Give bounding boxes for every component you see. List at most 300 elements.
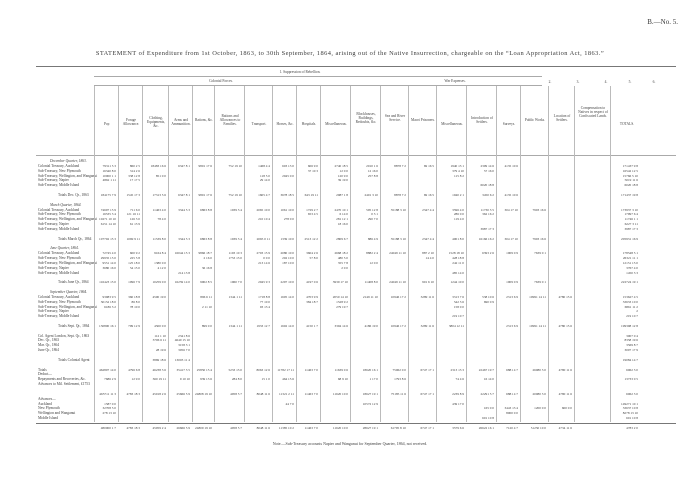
table-cell: 9902 8 5	[200, 280, 212, 285]
table-cell: 2080 10 0	[280, 251, 294, 256]
row-label: Totals Sept. Qr., 1864	[58, 323, 90, 328]
table-cell: 1909 0 9	[506, 280, 518, 285]
table-cell: 93983 9 5	[102, 294, 116, 299]
table-cell: 1244 10 0	[450, 280, 464, 285]
col-header-surveys: Surveys.	[502, 122, 516, 126]
row-label: Mar. Qr., 1864	[38, 343, 60, 348]
table-cell: 8278 13 10	[622, 411, 638, 416]
header-rule	[94, 76, 542, 77]
table-cell: 74 4 6	[455, 377, 464, 382]
table-cell: 8358 19 6	[624, 338, 638, 343]
table-cell: 4640 15 10	[174, 338, 190, 343]
col-header-compensation: Compensation to Natives in respect of Confiscated Lands.	[578, 106, 608, 119]
table-cell: 752 19 10	[228, 163, 242, 168]
row-label: Sub-Treasury, Middle Island	[38, 226, 80, 231]
table-cell: 22467 19 7	[478, 367, 494, 372]
table-cell: 61795 8 10	[390, 425, 406, 430]
table-cell: 121 16 11	[126, 212, 140, 217]
table-cell: 9 10 10	[179, 377, 190, 382]
table-cell: 8048 11 6	[256, 391, 270, 396]
table-cell: 304 17 10	[504, 236, 518, 241]
table-cell: 4796 6 8	[128, 367, 140, 372]
table-cell: 153627 4 5	[622, 294, 638, 299]
table-cell: 24808 19 10	[195, 391, 212, 396]
table-cell: 3987 17 3	[480, 226, 494, 231]
table-cell: 78 4 0	[157, 217, 166, 222]
column-rule	[142, 86, 143, 422]
table-cell: 4135 10 6	[504, 163, 518, 168]
table-cell: 9801 17 6	[198, 163, 212, 168]
column-rule	[436, 86, 437, 422]
table-cell: 93 13 4	[259, 304, 270, 309]
table-cell: 2987 1 8	[336, 192, 348, 197]
table-cell: 18620 16 1	[362, 367, 378, 372]
table-cell: 13733 0 5	[624, 377, 638, 382]
column-rule	[272, 86, 273, 422]
table-cell: 17997 6 4	[624, 212, 638, 217]
table-cell: 338 12 8	[128, 173, 140, 178]
table-cell: 86 8 0	[131, 299, 140, 304]
table-cell: 11782 17 11	[277, 367, 294, 372]
table-cell: 6186 3 2	[104, 304, 116, 309]
row-label: Colonial Treasury, Auckland	[38, 163, 80, 168]
col-header-rations-allowance: Rations and Allowances to Families.	[219, 114, 241, 127]
table-cell: 480 5 0	[337, 256, 348, 260]
table-cell: 901 6 10	[422, 280, 434, 285]
table-cell: 18483 16 6	[150, 163, 166, 168]
column-rule	[118, 86, 119, 422]
table-cell: 130800 16 1	[99, 323, 116, 328]
table-cell: 4783 2 0	[626, 425, 638, 430]
table-cell: 6747 17 1	[420, 367, 434, 372]
table-cell: 29935 15 0	[100, 256, 116, 260]
table-cell: 0 0 0	[263, 256, 270, 260]
table-cell: 45018 2 6	[152, 391, 166, 396]
table-cell: 1602 14 0	[280, 323, 294, 328]
col-num-6: 6.	[652, 80, 656, 84]
table-cell: 33633 10 0	[622, 299, 638, 304]
table-cell: 1344 1 11	[228, 323, 242, 328]
col-header-sea-river: Sea and River Service.	[384, 114, 406, 123]
table-cell: 26622 16 1	[478, 425, 494, 430]
table-cell: 37 10 3	[307, 168, 318, 173]
table-cell: 711 6 0	[129, 207, 140, 212]
table-cell: 3007 17 9	[624, 348, 638, 353]
row-label: Sub-Treasury, New Plymouth	[38, 212, 81, 217]
row-label: Sub-Treasury, Middle Island	[38, 270, 80, 275]
table-cell: 10991 14 11	[529, 323, 546, 328]
table-cell: 199398 12 8	[621, 323, 638, 328]
column-rule	[320, 86, 321, 422]
table-cell: 278 13 10	[102, 411, 116, 416]
table-cell: 4780 15 6	[558, 323, 572, 328]
table-cell: 10572 12 9	[362, 401, 378, 406]
column-rule	[296, 86, 297, 422]
table-cell: 3450 6 2	[482, 192, 494, 197]
table-cell: 1528 9 2	[336, 299, 348, 304]
table-cell: 6020 18 8	[480, 183, 494, 188]
column-rule	[168, 86, 169, 422]
col-num-5: 5.	[628, 80, 632, 84]
table-cell: 171437 19 8	[621, 192, 638, 197]
table-cell: 2347 4 4	[422, 207, 434, 212]
table-cell: 6747 17 1	[420, 391, 434, 396]
table-cell: 11463 7 0	[304, 391, 318, 396]
table-cell: 46238 3 6	[152, 367, 166, 372]
table-cell: 75062 0 0	[392, 367, 406, 372]
table-cell: 10259 0 0	[152, 280, 166, 285]
row-label: Col. Agent London, Sept. Qr., 1863	[38, 333, 90, 338]
table-cell: 887 2 10	[422, 251, 434, 256]
table-cell: 19084 14 7	[622, 357, 638, 362]
table-cell: 8063 12 6	[256, 367, 270, 372]
table-cell: 11620 10 0	[332, 391, 348, 396]
col-header-clothing: Clothing, Equipments, &c.	[146, 116, 166, 129]
table-cell: 3596 4 0	[452, 207, 464, 212]
table-cell: 601 10 8	[482, 416, 494, 421]
table-cell: 68 9 10	[337, 377, 348, 382]
table-cell: 57 16 0	[483, 168, 494, 173]
row-label: Sub-Treasury, Napier	[38, 265, 69, 270]
table-cell: 7639 0 1	[534, 280, 546, 285]
table-cell: 2945 0 0	[282, 173, 294, 178]
table-cell: 6151 14 10	[100, 222, 116, 227]
table-cell: 360 19 11	[152, 377, 166, 382]
table-cell: 281 12 1	[336, 217, 348, 222]
table-cell: 480000 1 7	[100, 425, 116, 430]
table-cell: 465711 11 3	[99, 391, 116, 396]
table-cell: 899 0 0	[201, 323, 212, 328]
row-label: Advances to Mil. Settlement, £1753	[38, 382, 90, 387]
table-cell: 79311 5 3	[102, 163, 116, 168]
table-cell: 1753 13 0	[228, 256, 242, 260]
table-cell: 4734 11 6	[558, 425, 572, 430]
table-cell: 286 0 0	[453, 212, 464, 217]
table-cell: 7120 4 7	[506, 425, 518, 430]
row-label: Sub-Treasury, New Plymouth	[38, 168, 81, 173]
table-cell: 4783 18 3	[126, 425, 140, 430]
table-cell: 10946 17 2	[390, 294, 406, 299]
column-rule	[94, 86, 95, 422]
row-label: Repayments and Recoveries, &c.	[38, 377, 86, 382]
table-cell: 1960 7 0	[230, 280, 242, 285]
table-cell: 39 19 0	[337, 178, 348, 183]
table-cell: 35417 3 5	[176, 367, 190, 372]
table-cell: 6 14 0	[339, 212, 348, 217]
row-label: Wellington and Wanganui	[38, 411, 76, 416]
table-cell: 462807 14 0	[99, 367, 116, 372]
table-cell: 2945 9 3	[258, 280, 270, 285]
table-cell: 6227 3 11	[624, 222, 638, 227]
table-cell: 2341 8 6	[178, 333, 190, 338]
table-cell: 11463 7 0	[304, 367, 318, 372]
row-label: Sub-Treasury, Napier	[38, 178, 69, 183]
table-cell: 9551 14 0	[102, 260, 116, 265]
table-cell: 69 16 5	[423, 192, 434, 197]
table-cell: 6747 17 1	[420, 425, 434, 430]
table-cell: 2513 12 2	[304, 236, 318, 241]
table-cell: 11463 7 0	[304, 425, 318, 430]
table-cell: 11321 2 11	[278, 391, 294, 396]
table-cell: 11639 0 6	[334, 367, 348, 372]
table-cell: 1 17 0	[369, 377, 378, 382]
table-cell: 2 16 0	[203, 256, 212, 260]
table-cell: 860 2 5	[129, 163, 140, 168]
row-label: Sub-Treasury, Napier	[38, 309, 69, 314]
table-cell: 314 2 6	[129, 168, 140, 173]
table-cell: 2668 18 2	[334, 251, 348, 256]
col-header-misc: Miscellaneous.	[325, 122, 347, 126]
table-cell: 4862 1 11	[102, 178, 116, 183]
column-rule	[244, 86, 245, 422]
table-cell: 12 16 0	[367, 168, 378, 173]
table-cell: 120 9 0	[337, 173, 348, 178]
war-expenses-header: War Expenses.	[444, 79, 466, 83]
table-cell: 1096 7 9	[128, 280, 140, 285]
table-cell: 61 13 9	[129, 222, 140, 227]
row-label: Totals Dec. Qr., 1863	[58, 192, 89, 197]
table-cell: 485 14 0	[452, 270, 464, 275]
table-cell: 1380 0 0	[154, 260, 166, 265]
row-label: September Quarter, 1864.	[50, 289, 88, 294]
table-cell: 9801 17 6	[198, 192, 212, 197]
table-cell: 6881 4 7	[506, 391, 518, 396]
table-cell: 118 5 0	[259, 173, 270, 178]
table-cell: 17313 5 6	[152, 192, 166, 197]
table-cell: 896 6 11	[200, 294, 212, 299]
table-cell: 222724 19 1	[621, 280, 638, 285]
table-cell: 8000 0 0	[506, 411, 518, 416]
table-cell: 8878 7 2	[394, 192, 406, 197]
table-cell: 4780 15 6	[558, 294, 572, 299]
table-cell: 35188 3 10	[390, 207, 406, 212]
table-cell: 202 10 0	[282, 256, 294, 260]
table-cell: 384 18 7	[306, 299, 318, 304]
table-cell: 355 7 8	[337, 260, 348, 265]
table-cell: 5233 13 0	[228, 367, 242, 372]
row-label: March Quarter, 1864.	[50, 202, 82, 207]
table-cell: 2010 1 6	[366, 163, 378, 168]
table-cell: 3344 5 3	[178, 236, 190, 241]
table-cell: 178548 5 1	[622, 251, 638, 256]
header-rule	[94, 85, 542, 86]
table-cell: 25666 5 9	[176, 391, 190, 396]
table-cell: 171437 9 8	[622, 163, 638, 168]
table-cell: 6347 8 1	[178, 192, 190, 197]
column-rule	[350, 86, 351, 422]
table-cell: 78 10 0	[129, 304, 140, 309]
table-cell: 1718 8 8	[258, 294, 270, 299]
row-label: Colonial Treasury, Auckland	[38, 294, 80, 299]
column-rule	[574, 86, 575, 422]
row-label: Sub-Treasury, Wellington, and Wanganui	[38, 304, 98, 309]
table-cell: 1940 2 1	[452, 192, 464, 197]
table-cell: 6393 2 6	[482, 251, 494, 256]
table-cell: 24049 11 10	[389, 251, 406, 256]
table-cell: 214 13 8	[178, 270, 190, 275]
col-header-public-works: Public Works.	[524, 118, 546, 122]
table-cell: 542 3 6	[453, 299, 464, 304]
table-cell: 126 3 0	[129, 217, 140, 222]
table-cell: 2309 14 6	[480, 163, 494, 168]
table-cell: 10946 17 2	[390, 323, 406, 328]
col-header-blockhouses: Blockhouses, Buildings, Redoubts, &c.	[355, 112, 377, 125]
table-cell: 284 8 0	[231, 377, 242, 382]
table-cell: 1450 3 3	[626, 270, 638, 275]
table-cell: 799 12 9	[128, 323, 140, 328]
table-cell: 2809 6 7	[336, 236, 348, 241]
table-cell: 22291 5 7	[480, 391, 494, 396]
table-cell: 3579 6 6	[452, 425, 464, 430]
table-cell: 12 9 0	[131, 377, 140, 382]
table-cell: 16535 3 4	[102, 212, 116, 217]
table-cell: 12 0 0	[369, 260, 378, 265]
col-header-war-misc: Miscellaneous.	[441, 122, 463, 126]
table-cell: 1605 14 0	[280, 294, 294, 299]
col-num-4: 4.	[604, 80, 608, 84]
table-cell: 1939 3 4	[230, 236, 242, 241]
table-cell: 1468 4 4	[258, 163, 270, 168]
table-cell: 24049 11 10	[389, 280, 406, 285]
table-cell: 8882 2 4	[366, 251, 378, 256]
table-cell: 2470 10 1	[334, 207, 348, 212]
table-cell: 886 4 9	[367, 236, 378, 241]
row-label: Middle Island	[38, 416, 59, 421]
table-cell: 149271 10 1	[621, 401, 638, 406]
table-cell: 4500 0 0	[154, 323, 166, 328]
table-cell: 10991 14 11	[529, 294, 546, 299]
table-cell: 17 17 5	[129, 178, 140, 183]
row-label: Totals March Qr., 1864	[58, 236, 92, 241]
table-cell: 158 0 0	[453, 304, 464, 309]
table-cell: 1939 3 4	[230, 207, 242, 212]
table-cell: 2740 18 5	[334, 163, 348, 168]
table-cell: 28 19 6	[155, 348, 166, 353]
table-cell: 210 10 4	[258, 217, 270, 222]
table-cell: 10000 1 1	[102, 173, 116, 178]
table-cell: 7639 0 1	[534, 251, 546, 256]
table-cell: 1793 8 6	[394, 377, 406, 382]
table-cell: 54 15 0	[129, 265, 140, 270]
col-header-transport: Transport.	[251, 122, 267, 126]
table-cell: 72745 4 0	[102, 251, 116, 256]
table-cell: 16044 15 3	[174, 251, 190, 256]
table-cell: 3313 7 6	[452, 294, 464, 299]
row-label: Sub-Treasury, Wellington, and Wanganui	[38, 217, 98, 222]
table-cell: 18 16 0	[337, 222, 348, 227]
table-cell: 15 1 0	[261, 377, 270, 382]
column-rule	[192, 86, 193, 422]
table-cell: 2065 10 0	[256, 207, 270, 212]
table-cell: 6062 3 0	[626, 367, 638, 372]
row-label: Totals Colonial Agent	[58, 357, 90, 362]
column-rule	[466, 86, 467, 422]
table-cell: 4001 8 0	[452, 236, 464, 241]
table-cell: 26321 11 1	[622, 256, 638, 260]
table-cell: 28627 19 1	[362, 425, 378, 430]
table-cell: 2 0 0	[341, 265, 348, 270]
table-cell: 16340 8 0	[102, 168, 116, 173]
table-cell: 4 12 0	[157, 265, 166, 270]
table-cell: 4500 19 0	[152, 294, 166, 299]
table-cell: 1587 0 0	[104, 401, 116, 406]
table-cell: 20080 3 0	[532, 391, 546, 396]
table-cell: 1545 17 3	[126, 192, 140, 197]
table-cell: 2313 6 9	[506, 323, 518, 328]
table-cell: 15766 5 10	[622, 173, 638, 178]
table-cell: 4703 9 9	[306, 294, 318, 299]
table-cell: 2 11 10	[201, 304, 212, 309]
table-cell: 1344 1 11	[228, 294, 242, 299]
table-cell: 3767 4 0	[626, 265, 638, 270]
table-cell: 11539 8 0	[152, 236, 166, 241]
table-cell: 2149 11 10	[362, 294, 378, 299]
table-cell: 112 1 10	[154, 333, 166, 338]
table-cell: 10271 10 10	[99, 217, 116, 222]
table-cell: 3394 14 6	[334, 323, 348, 328]
table-cell: 125 18 0	[128, 260, 140, 265]
table-cell: 18627 19 1	[362, 391, 378, 396]
table-cell: 1193 10 3	[228, 251, 242, 256]
table-cell: 51250 10 0	[530, 425, 546, 430]
table-cell: 4135 10 6	[504, 192, 518, 197]
table-cell: 9164 8 4	[154, 251, 166, 256]
col-header-totals: TOTALS.	[619, 122, 635, 126]
row-label: Sub-Treasury, Napier	[38, 222, 69, 227]
table-cell: 213 14 6	[258, 260, 270, 265]
table-cell: 45059 2 4	[152, 425, 166, 430]
table-cell: 1933 12 7	[256, 323, 270, 328]
table-cell: 2065 0 11	[256, 236, 270, 241]
table-cell: 24809 19 10	[195, 425, 212, 430]
col-header-horses: Horses, &c.	[276, 122, 294, 126]
table-cell: 601 10 8	[626, 416, 638, 421]
table-cell: 3443 13 4	[504, 406, 518, 411]
table-cell: 690 0 9	[483, 299, 494, 304]
table-row	[36, 426, 676, 431]
table-cell: 3939 17 10	[332, 280, 348, 285]
page-reference: B.—No. 5.	[647, 18, 678, 26]
table-cell: 360 18 8	[128, 294, 140, 299]
column-rule	[380, 86, 381, 422]
row-label: Advances—	[38, 396, 56, 401]
table-cell: 304 17 10	[504, 207, 518, 212]
table-cell: 4186 19 0	[364, 323, 378, 328]
table-cell: 242 11 0	[452, 260, 464, 265]
table-cell: 1909 0 9	[506, 251, 518, 256]
table-cell: 5019 11 6	[624, 178, 638, 183]
row-label: Sub-Treasury, Wellington, and Wanganui	[38, 173, 98, 178]
table-cell: 752 19 10	[228, 192, 242, 197]
row-label: December Quarter, 1863.	[50, 159, 87, 163]
table-cell: 3158 3 1	[178, 343, 190, 348]
table-cell: 600 9 2	[129, 251, 140, 256]
table-cell: 2313 6 9	[506, 294, 518, 299]
col-header-introduction: Introduction of Settlers.	[471, 116, 493, 125]
row-label: Deduct—	[38, 372, 52, 377]
table-cell: 26080 3 0	[532, 367, 546, 372]
table-cell: 379 4 10	[452, 168, 464, 173]
table-cell: 187 10 0	[282, 260, 294, 265]
table-cell: 11385 10 2	[278, 425, 294, 430]
table-cell: 3604 2 6	[306, 251, 318, 256]
table-cell: 32708 5 0	[102, 406, 116, 411]
table-cell: 16166 16 2	[478, 236, 494, 241]
table-cell: 595 12 8	[366, 207, 378, 212]
table-cell: 1061 10 0	[280, 207, 294, 212]
row-label: Totals	[38, 367, 47, 372]
table-cell: 2347 4 4	[422, 236, 434, 241]
